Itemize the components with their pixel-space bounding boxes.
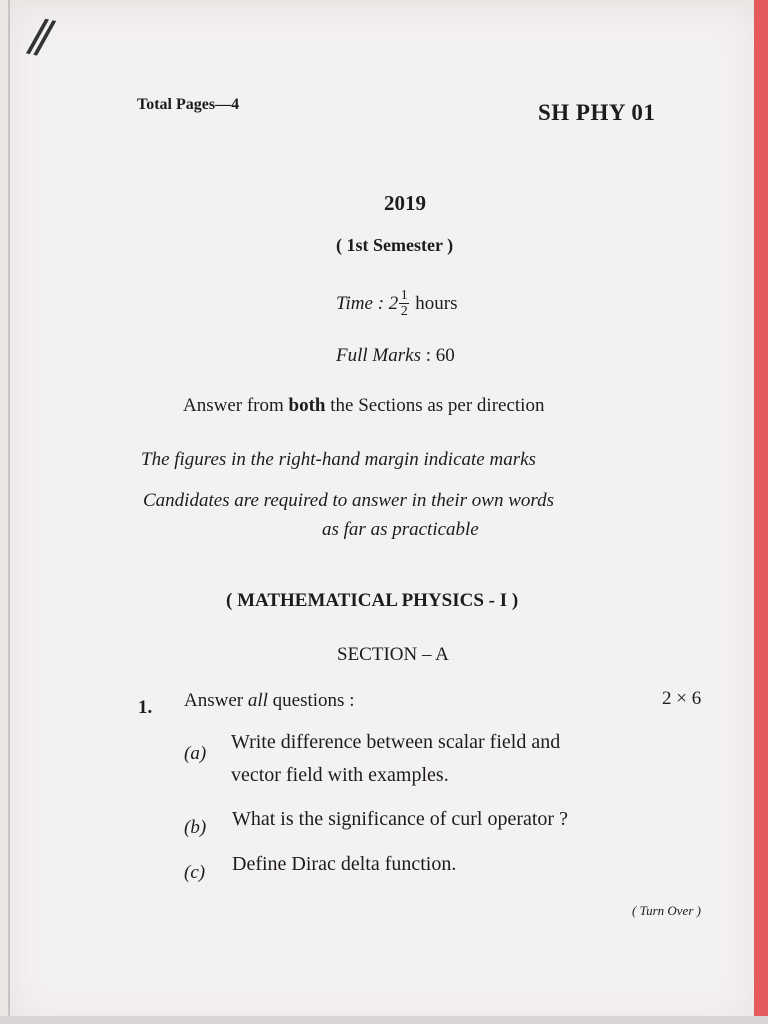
directions-pre: Answer from	[183, 395, 289, 416]
section-directions	[183, 395, 544, 417]
paper-title: ( MATHEMATICAL PHYSICS - I )	[226, 590, 519, 611]
turn-over-note: ( Turn Over )	[632, 903, 701, 918]
question-instruction	[184, 690, 354, 712]
exam-year: 2019	[384, 191, 426, 215]
time-fraction-numerator: 1	[400, 288, 408, 303]
time-fraction	[399, 288, 409, 319]
directions-post: the Sections as per direction	[325, 395, 545, 416]
background-edge-right	[754, 0, 768, 1024]
marks-instruction: The figures in the right-hand margin indicate marks	[141, 449, 536, 470]
paper-fold-edge	[8, 0, 10, 1024]
own-words-instruction-cont: as far as practicable	[322, 519, 479, 540]
time-suffix: hours	[415, 292, 458, 314]
question-number: 1.	[138, 697, 153, 718]
handwritten-mark: //	[24, 7, 51, 63]
subquestion-label: (a)	[184, 743, 207, 764]
subquestion-text-cont: vector field with examples.	[231, 764, 449, 786]
paper-code: SH PHY 01	[538, 100, 656, 125]
subquestion-text: Write difference between scalar field and	[231, 731, 561, 753]
background-edge-bottom	[0, 1016, 768, 1024]
full-marks	[336, 345, 455, 367]
subquestion-text: What is the significance of curl operator ?	[232, 808, 568, 830]
total-pages: Total Pages—4	[137, 96, 240, 113]
directions-bold: both	[288, 395, 326, 416]
question-instruction-post: questions :	[267, 690, 355, 711]
semester: ( 1st Semester )	[336, 235, 454, 255]
time-prefix: Time : 2	[336, 292, 399, 314]
section-heading: SECTION – A	[337, 644, 449, 665]
own-words-instruction: Candidates are required to answer in their own words	[143, 490, 554, 511]
exam-time	[336, 288, 458, 319]
question-instruction-ital: all	[247, 690, 268, 711]
full-marks-value: : 60	[425, 345, 455, 366]
subquestion-label: (c)	[184, 862, 206, 883]
question-marks: 2 × 6	[662, 688, 702, 709]
subquestion-text: Define Dirac delta function.	[232, 853, 457, 875]
subquestion-label: (b)	[184, 817, 207, 838]
time-fraction-denominator: 2	[400, 304, 408, 319]
question-instruction-pre: Answer	[184, 690, 248, 711]
full-marks-label: Full Marks	[336, 345, 421, 366]
